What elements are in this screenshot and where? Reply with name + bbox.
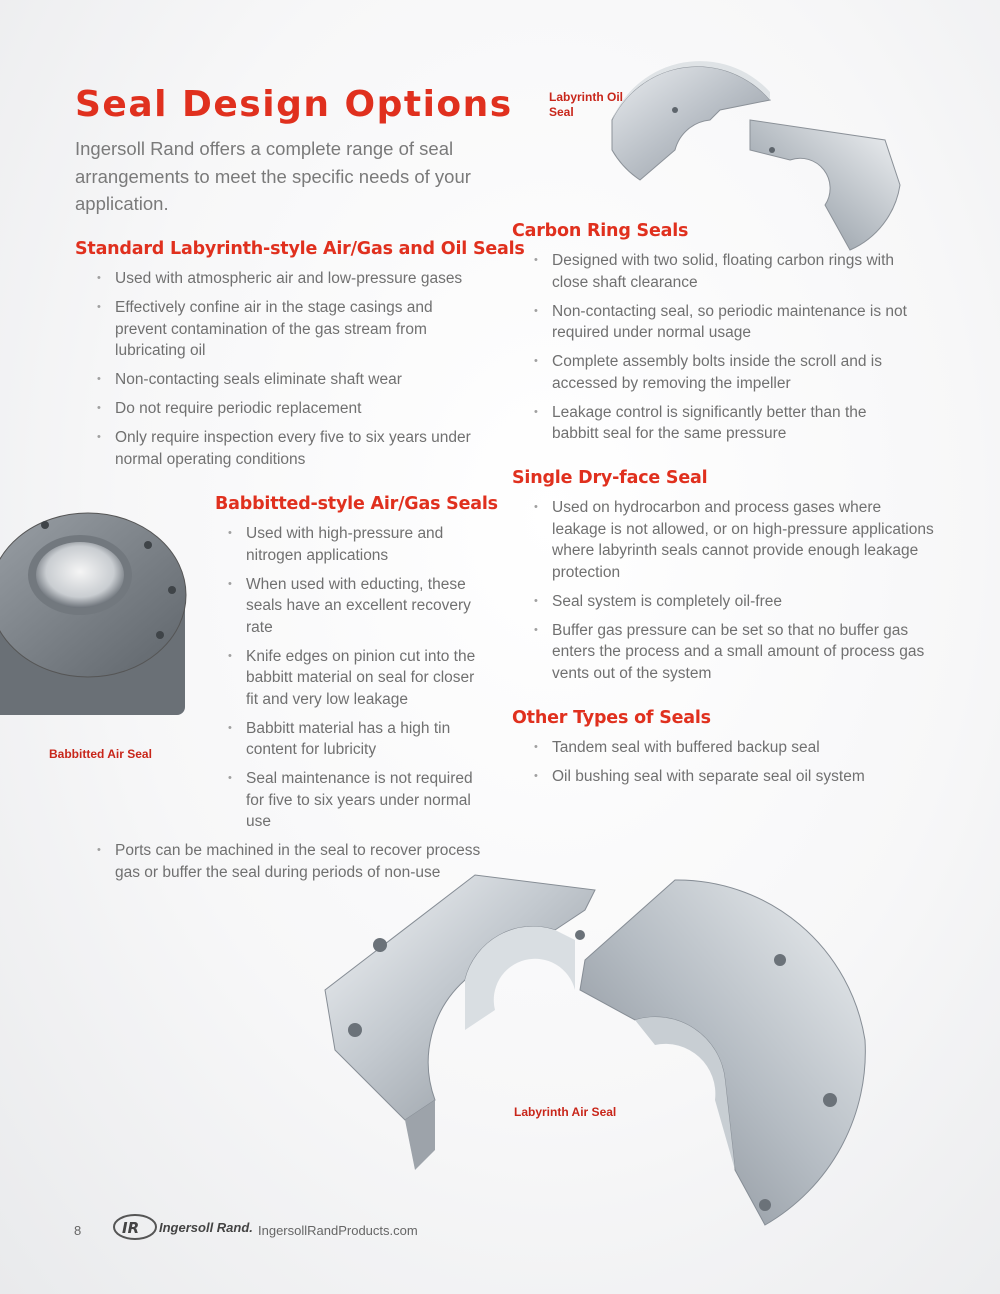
list-item: • Used with atmospheric air and low-pressure gases: [97, 268, 477, 290]
list-item: • Buffer gas pressure can be set so that no buffer gas enters the process and a small amount of process gas vents out of the system: [534, 620, 934, 685]
list-item: • Non-contacting seals eliminate shaft wear: [97, 369, 477, 391]
brand-name: Ingersoll Rand.: [159, 1219, 253, 1235]
babbitted-air-seal-image: [0, 505, 190, 725]
list-babbitted: [228, 523, 490, 840]
list-item: • Effectively confine air in the stage casings and prevent contamination of the gas stream from lubricating oil: [97, 297, 477, 362]
list-item: • Used with high-pressure and nitrogen applications: [228, 523, 490, 566]
list-item: • Ports can be machined in the seal to recover process gas or buffer the seal during periods of non-use: [97, 840, 492, 883]
heading-standard-labyrinth: Standard Labyrinth-style Air/Gas and Oil Seals: [75, 239, 525, 259]
list-item: • Only require inspection every five to six years under normal operating conditions: [97, 427, 477, 470]
list-item: • When used with educting, these seals have an excellent recovery rate: [228, 574, 490, 639]
heading-carbon-ring: Carbon Ring Seals: [512, 221, 689, 241]
list-item: • Leakage control is significantly better than the babbitt seal for the same pressure: [534, 402, 914, 445]
svg-text:IR: IR: [122, 1219, 140, 1237]
intro-paragraph: Ingersoll Rand offers a complete range of seal arrangements to meet the specific needs of your application.: [75, 138, 471, 214]
list-item: • Do not require periodic replacement: [97, 398, 477, 420]
list-carbon-ring: [534, 250, 914, 452]
heading-other-types: Other Types of Seals: [512, 708, 711, 728]
labyrinth-air-seal-image: [325, 870, 875, 1230]
list-item: • Designed with two solid, floating carbon rings with close shaft clearance: [534, 250, 914, 293]
list-item: • Complete assembly bolts inside the scroll and is accessed by removing the impeller: [534, 351, 914, 394]
heading-babbitted: Babbitted-style Air/Gas Seals: [215, 494, 498, 514]
website-url: IngersollRandProducts.com: [258, 1223, 418, 1238]
caption-babbitted-air-seal: Babbitted Air Seal: [49, 747, 152, 761]
list-item: • Non-contacting seal, so periodic maintenance is not required under normal usage: [534, 301, 914, 344]
ir-logo-icon: [113, 1214, 157, 1240]
list-item: • Babbitt material has a high tin content for lubricity: [228, 718, 490, 761]
list-item: • Knife edges on pinion cut into the babbitt material on seal for closer fit and very low leakage: [228, 646, 490, 711]
caption-labyrinth-air-seal: Labyrinth Air Seal: [514, 1105, 617, 1119]
list-other-types: [534, 737, 934, 795]
list-dry-face: [534, 497, 934, 692]
list-item: • Tandem seal with buffered backup seal: [534, 737, 934, 759]
page-number: 8: [74, 1223, 82, 1238]
list-item: • Seal system is completely oil-free: [534, 591, 934, 613]
list-item: • Seal maintenance is not required for five to six years under normal use: [228, 768, 490, 833]
list-item: • Oil bushing seal with separate seal oil system: [534, 766, 934, 788]
list-item: • Used on hydrocarbon and process gases where leakage is not allowed, or on high-pressure applications where labyrinth seals cannot provide enough leakage protection: [534, 497, 934, 583]
ingersoll-rand-logo: [113, 1214, 253, 1240]
list-standard-labyrinth: [97, 268, 477, 478]
heading-dry-face: Single Dry-face Seal: [512, 468, 708, 488]
caption-labyrinth-oil-seal: Labyrinth Oil Seal: [549, 90, 624, 119]
page-title: Seal Design Options: [75, 84, 513, 125]
